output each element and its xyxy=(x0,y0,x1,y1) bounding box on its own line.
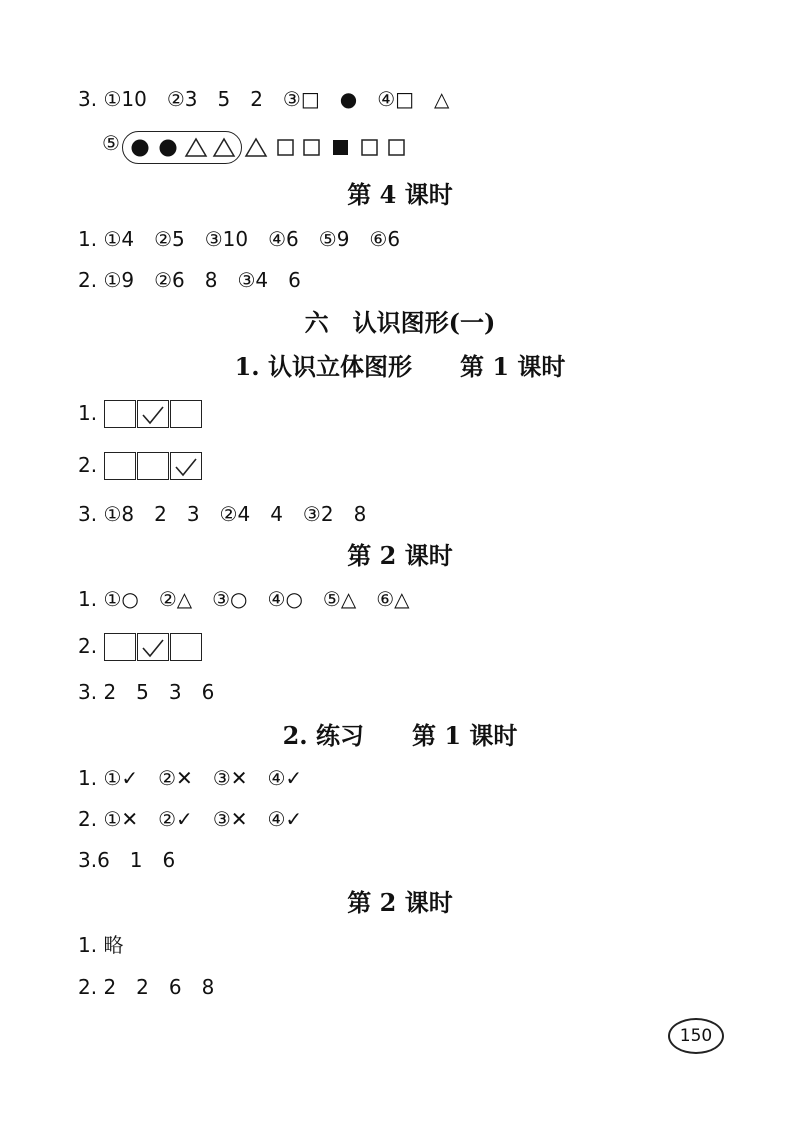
filled-circle-icon xyxy=(160,140,177,157)
answer-line: 1. ①4 ②5 ③10 ④6 ⑤9 ⑥6 xyxy=(78,227,401,251)
square-icon xyxy=(304,140,319,155)
filled-square-icon xyxy=(333,140,348,155)
answer-line: 1. 略 xyxy=(78,933,124,957)
square-icon xyxy=(389,140,404,155)
answer-box-checked xyxy=(137,400,169,428)
answer-line: 1. ①○ ②△ ③○ ④○ ⑤△ ⑥△ xyxy=(78,587,410,611)
section-heading: 2. 练习 第 1 课时 xyxy=(282,721,518,750)
square-icon xyxy=(362,140,377,155)
triangle-icon xyxy=(186,139,206,156)
page-number: 150 xyxy=(668,1018,724,1054)
answer-line: 2. ①9 ②6 8 ③4 6 xyxy=(78,268,301,292)
answer-line: 2. ①✕ ②✓ ③✕ ④✓ xyxy=(78,807,303,831)
answer-box xyxy=(104,452,136,480)
answer-line-number: ⑤ xyxy=(102,131,120,155)
answer-line: 3. ①8 2 3 ②4 4 ③2 8 xyxy=(78,502,367,526)
triangle-icon xyxy=(214,139,234,156)
lesson-heading: 第 2 课时 xyxy=(347,541,453,570)
answer-box xyxy=(170,400,202,428)
answer-line: 1. ①✓ ②✕ ③✕ ④✓ xyxy=(78,766,303,790)
answer-line: 2. xyxy=(78,634,98,658)
answer-box xyxy=(170,633,202,661)
square-icon xyxy=(278,140,293,155)
lesson-heading: 第 2 课时 xyxy=(347,888,453,917)
answer-box xyxy=(104,633,136,661)
answer-box-checked xyxy=(137,633,169,661)
answer-line: 3.6 1 6 xyxy=(78,848,176,872)
shape-sequence xyxy=(126,134,426,164)
answer-box-checked xyxy=(170,452,202,480)
answer-line: 2. xyxy=(78,453,98,477)
check-icon xyxy=(140,404,166,426)
answer-box xyxy=(137,452,169,480)
unit-heading: 六 认识图形(一) xyxy=(304,308,496,337)
section-heading: 1. 认识立体图形 第 1 课时 xyxy=(234,352,566,381)
answer-line: 1. xyxy=(78,401,98,425)
answer-line: 2. 2 2 6 8 xyxy=(78,975,215,999)
filled-circle-icon xyxy=(132,140,149,157)
answer-box xyxy=(104,400,136,428)
lesson-heading: 第 4 课时 xyxy=(347,180,453,209)
answer-line: 3. 2 5 3 6 xyxy=(78,680,215,704)
triangle-icon xyxy=(246,139,266,156)
check-icon xyxy=(140,637,166,659)
check-icon xyxy=(173,456,199,478)
answer-line: 3. ①10 ②3 5 2 ③□ ● ④□ △ xyxy=(78,87,450,111)
